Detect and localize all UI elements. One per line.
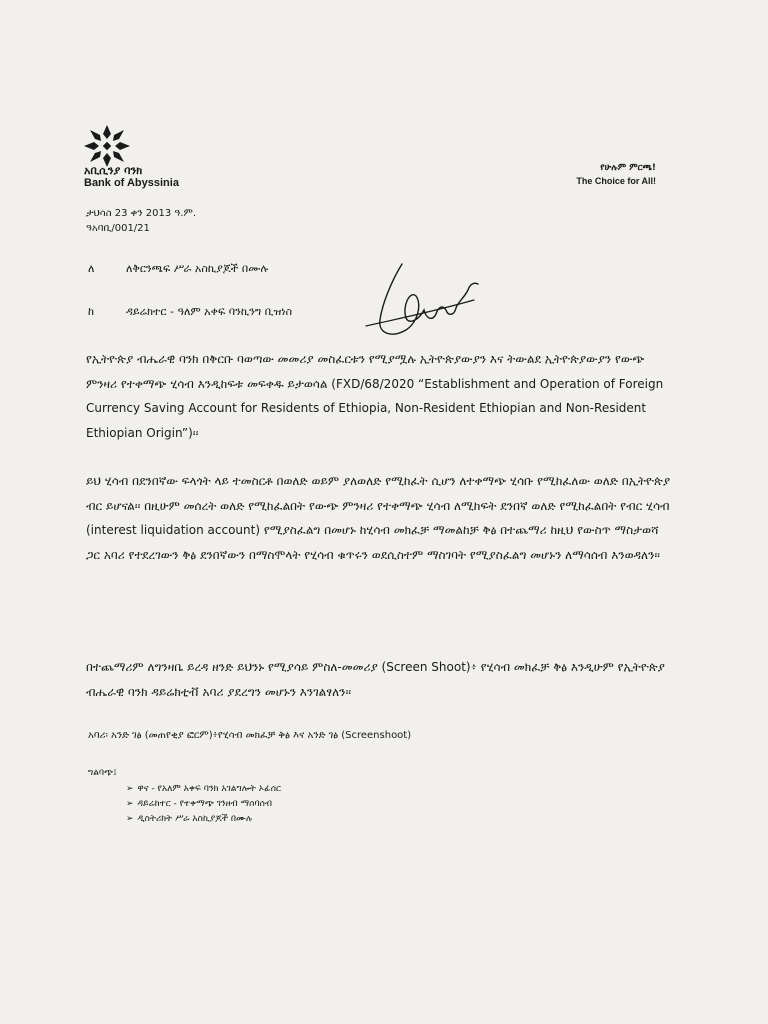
cc-label: ግልባጭ፤ xyxy=(88,768,117,778)
bank-logo-icon xyxy=(82,124,132,168)
cc-list xyxy=(126,782,281,827)
bank-name-amharic: አቢሲንያ ባንክ xyxy=(84,164,143,177)
slogan-amharic: የሁሉም ምርጫ! xyxy=(600,163,656,173)
slogan-english: The Choice for All! xyxy=(576,176,656,186)
body-paragraph-2: ይህ ሂሳብ በደንበኛው ፍላጎት ላይ ተመስርቶ በወለድ ወይም ያለወለድ የሚከፈት ሲሆን ለተቀማጭ ሂሳቡ የሚከፈለው ወለድ በኢትዮጵያ ብር ይሆናል፡፡ በዚሁም መሰረት ወለድ የሚከፈልበት የውጭ ምንዛሪ የተቀማጭ ሂሳብ ለሚከፍት ደንበኛ ወለድ የሚከፈልበት የብር ሂሳብ (interest liquidation account) የሚያስፈልግ በመሆኑ ከሂሳብ መክፈቻ ማመልከቻ ቅፅ በተጨማሪ ከዚህ የውስጥ ማስታወሻ ጋር አባሪ የተደረገውን ቅፅ ደንበኛውን በማስሞላት የሂሳብ ቁጥሩን ወደሲስተም ማስገባት የሚያስፈልግ መሆኑን ለማሳሰብ እንወዳለን፡፡ xyxy=(86,474,671,562)
body-paragraph-1: የኢትዮጵያ ብሔራዊ ባንክ በቅርቡ ባወጣው መመሪያ መስፈርቱን የሚያሟሉ ኢትዮጵያውያን እና ትውልደ ኢትዮጵያውያን የውጭ ምንዛሪ የተቀማጭ ሂሳብ እንዲከፍቱ መፍቀዱ ይታወሳል (FXD/68/2020 “Establishment and Operation of Foreign Currency Saving Account for Residents of Ethiopia, Non-Resident Ethiopian and Non-Resident Ethiopian Origin”)፡፡ xyxy=(86,352,664,440)
sender-line: ዳይሬክተር - ዓለም አቀፍ ባንኪንግ ቢዝነስ xyxy=(126,305,293,318)
reference-number: ዓአባቢ/001/21 xyxy=(86,223,150,234)
to-marker: ለ xyxy=(88,262,95,275)
from-marker: ከ xyxy=(88,305,95,318)
body-paragraph-3: በተጨማሪም ለግንዛቤ ይረዳ ዘንድ ይህንኑ የሚያሳይ ምስለ-መመሪያ (Screen Shoot)፥ የሂሳብ መክፈቻ ቅፅ እንዲሁም የኢትዮጵያ ብሔራዊ ባንክ ዳይሬክቲቭ አባሪ ያደረግን መሆኑን እንገልፃለን፡፡ xyxy=(86,660,665,699)
recipient-line: ለቅርንጫፍ ሥራ አስኪያጆች በሙሉ xyxy=(126,262,269,275)
attachment-note: አባሪ፡ አንድ ገፅ (መጠየቂያ ፎርም)፥የሂሳብ መክፈቻ ቅፅ እና አንድ ገፅ (Screenshoot) xyxy=(88,730,412,741)
letter-date: ታህሳስ 23 ቀን 2013 ዓ.ም. xyxy=(86,208,196,219)
cc-item: ➢ ዋና - የአለም አቀፍ ባንክ አገልግሎት ኦፊሰር xyxy=(126,782,281,797)
handwritten-signature xyxy=(362,260,480,342)
cc-item: ➢ ዲስትሪክት ሥራ አስኪያጆች በሙሉ xyxy=(126,812,281,827)
bank-name-english: Bank of Abyssinia xyxy=(84,177,179,189)
cc-item: ➢ ዳይሬክተር - የተቀማጭ ገንዘብ ማሰባሰብ xyxy=(126,797,281,812)
